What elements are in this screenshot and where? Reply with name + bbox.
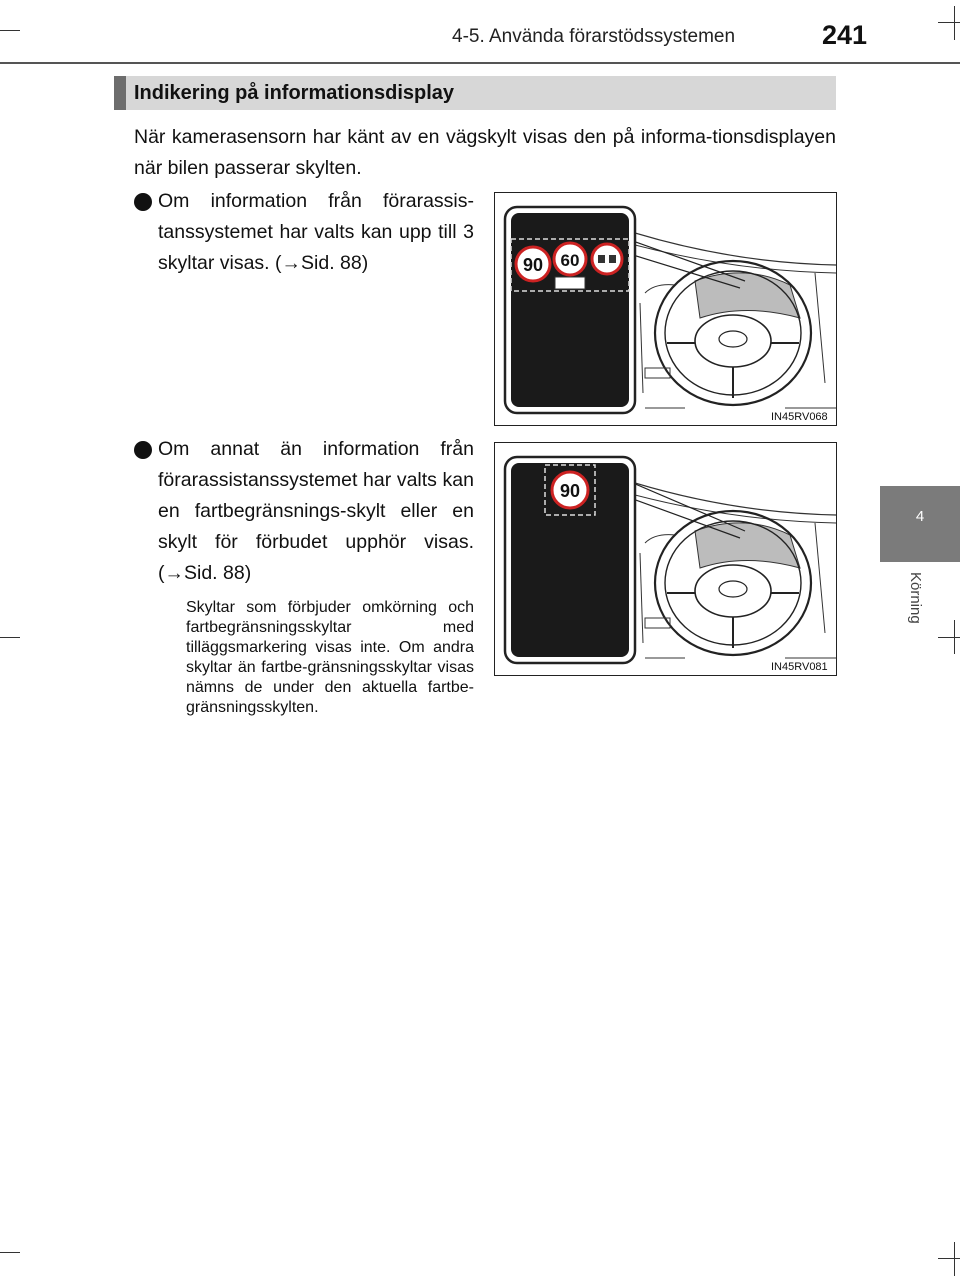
- chapter-label-text: Körning: [907, 572, 924, 624]
- bullet-text-1: Om information från förarassis-tanssystemet har valts kan upp till 3 skyltar visas. (→Sid. 88): [158, 190, 474, 274]
- crop-mark: [938, 22, 960, 23]
- speed-sign-value: 90: [522, 255, 544, 275]
- crop-mark: [954, 6, 955, 40]
- figure-1: [494, 192, 837, 426]
- dashboard-illustration: [495, 443, 836, 675]
- figure-code: IN45RV068: [771, 411, 828, 423]
- crop-mark: [0, 1252, 20, 1253]
- crop-mark: [938, 1258, 960, 1259]
- crop-mark: [0, 637, 20, 638]
- bullet-dot: [134, 193, 152, 211]
- header-rule: [0, 62, 960, 64]
- intro-paragraph: När kamerasensorn har känt av en vägskylt visas den på informa-tionsdisplayen när bilen passerar skylten.: [134, 126, 836, 179]
- running-header: 4-5. Använda förarstödssystemen: [452, 26, 736, 47]
- chapter-label: [880, 562, 960, 702]
- section-title-marker: [114, 76, 126, 110]
- bullet-text-2: Om annat än information från förarassistanssystemet har valts kan en fartbegränsnings-skylt eller en skylt för förbudet upphör visas. (→Sid. 88): [158, 438, 474, 584]
- figure-code: IN45RV081: [771, 661, 828, 673]
- dashboard-illustration: [495, 193, 836, 425]
- page-number: 241: [822, 20, 868, 50]
- section-title: Indikering på informationsdisplay: [134, 82, 455, 104]
- note-paragraph: Skyltar som förbjuder omkörning och fartbegränsningsskyltar med tilläggsmarkering visas inte. Om andra skyltar än fartbe-gränsningsskyltar visas nämns de under den aktuella fartbe-gränsningsskylten.: [186, 599, 474, 716]
- speed-sign-value: 90: [559, 481, 581, 501]
- chapter-number: 4: [915, 508, 925, 525]
- speed-sign-value: 60: [560, 251, 580, 270]
- figure-2: [494, 442, 837, 676]
- crop-mark: [954, 1242, 955, 1276]
- crop-mark: [0, 30, 20, 31]
- bullet-dot: [134, 441, 152, 459]
